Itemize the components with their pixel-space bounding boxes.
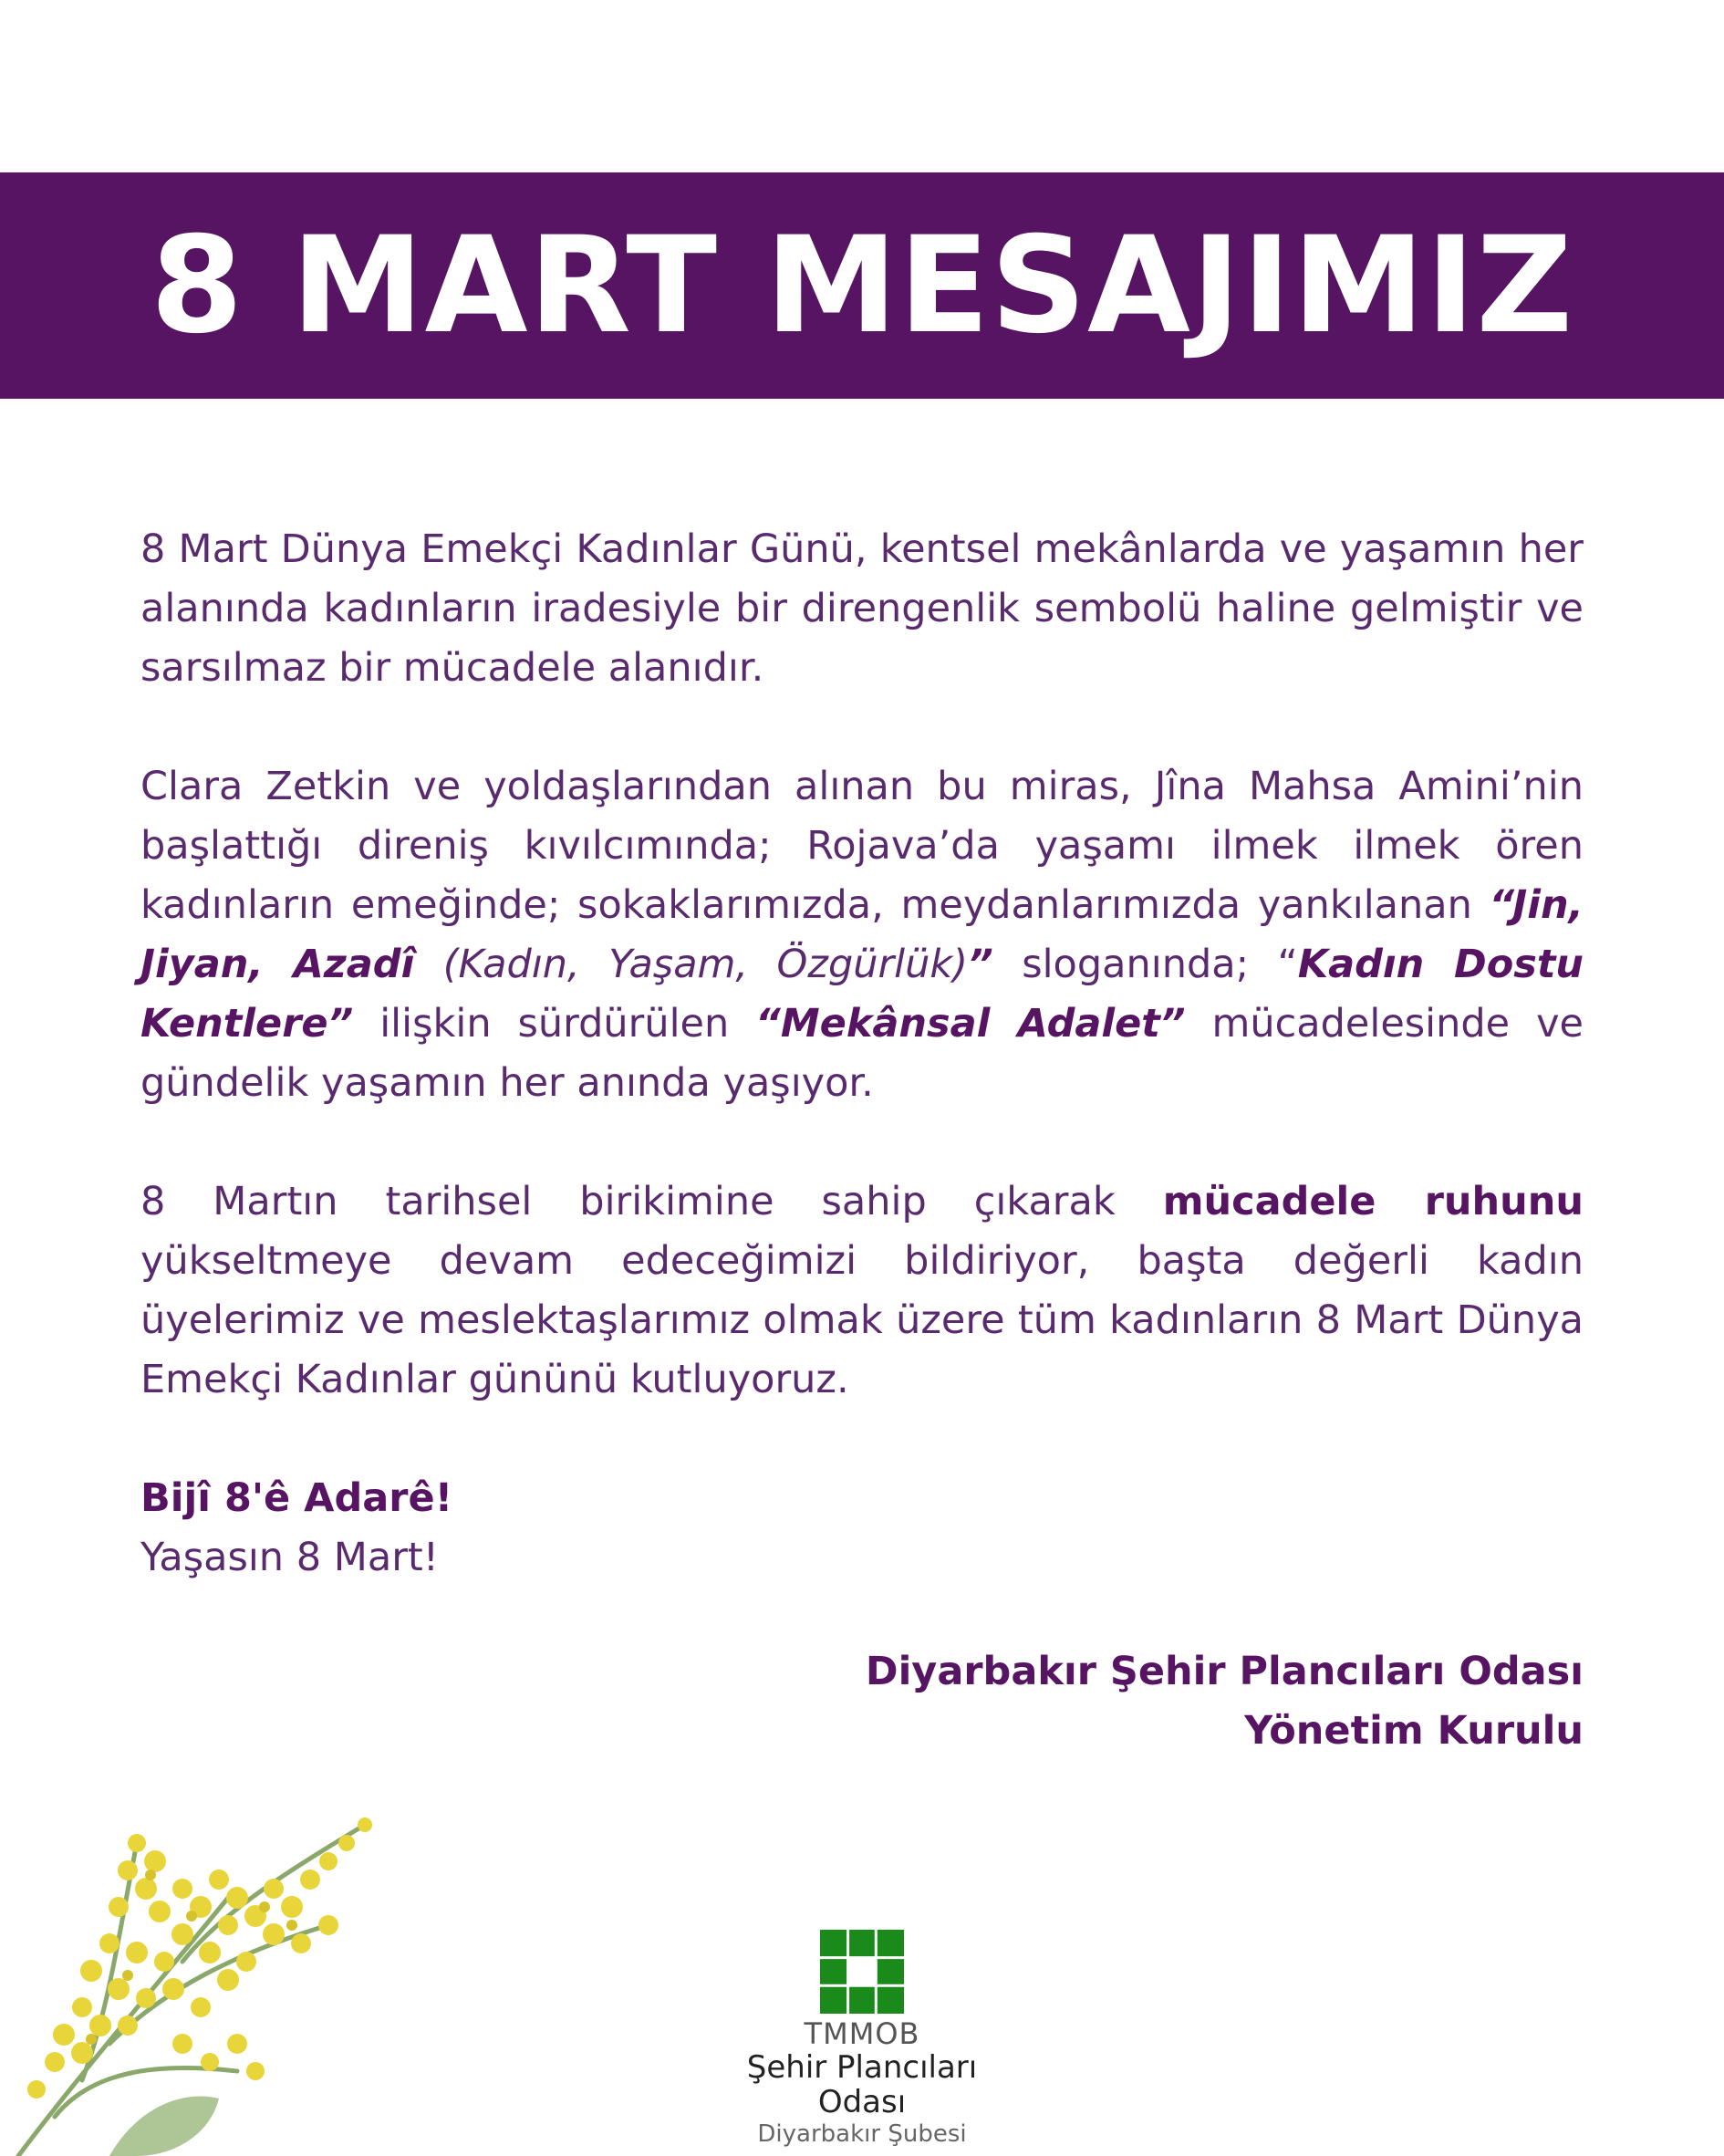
logo-tmmob: TMMOB (804, 2016, 920, 2051)
paragraph-3 (140, 1172, 1584, 1410)
p3-text-1: 8 Martın tarihsel birikimine sahip çıkarak (140, 1179, 1163, 1224)
mimosa-flower-illustration (0, 1770, 438, 2156)
slogan-close-quote: ” (968, 942, 993, 987)
signature (866, 1642, 1584, 1761)
closing-turkish: Yaşasın 8 Mart! (140, 1535, 439, 1580)
kadin-dostu-kentler: Kadın Dostu Kentlere” (140, 942, 1584, 1047)
closing-kurdish: Bijî 8'ê Adarê! (140, 1475, 453, 1521)
p2-text-1: Clara Zetkin ve yoldaşlarından alınan bu miras, Jîna Mahsa Amini’nin başlattığı direniş kıvılcımında; Rojava’da yaşamı ilmek ilmek ören kadınların emeğinde; sokaklarımızda, meydanlarımızda yankılanan (140, 764, 1584, 928)
p2-text-4: mücadelesinde ve gündelik yaşamın her anında yaşıyor. (140, 1001, 1584, 1106)
paragraph-2 (140, 757, 1584, 1113)
signature-board: Yönetim Kurulu (1244, 1708, 1584, 1754)
logo-branch: Diyarbakır Şubesi (757, 2120, 967, 2148)
logo-org-name: Şehir Plancıları Odası (746, 2049, 978, 2120)
slogan-kurdish: “Jin, Jiyan, Azadî (140, 882, 1584, 987)
message-body (140, 520, 1584, 1588)
slogan-translation: (Kadın, Yaşam, Özgürlük) (414, 942, 969, 987)
title-banner (0, 172, 1724, 399)
p2-text-3: ilişkin sürdürülen (353, 1001, 756, 1047)
signature-org: Diyarbakır Şehir Plancıları Odası (865, 1649, 1584, 1694)
tmmob-logo-mark (820, 1930, 904, 2014)
p2-text-2: sloganında; “ (992, 942, 1298, 987)
tmmob-logo (711, 1930, 1013, 2149)
mekansal-adalet: “Mekânsal Adalet” (755, 1001, 1186, 1047)
mucadele-ruhunu: mücadele ruhunu (1162, 1179, 1584, 1224)
p3-text-2: yükseltmeye devam edeceğimizi bildiriyor, başta değerli kadın üyelerimiz ve meslektaşlarımız olmak üzere tüm kadınların 8 Mart Dünya Emekçi Kadınlar gününü kutluyoruz. (140, 1238, 1584, 1402)
page-title: 8 MART MESAJIMIZ (150, 208, 1574, 363)
paragraph-1: 8 Mart Dünya Emekçi Kadınlar Günü, kentsel mekânlarda ve yaşamın her alanında kadınların iradesiyle bir direngenlik sembolü haline gelmiştir ve sarsılmaz bir mücadele alanıdır. (140, 526, 1584, 691)
